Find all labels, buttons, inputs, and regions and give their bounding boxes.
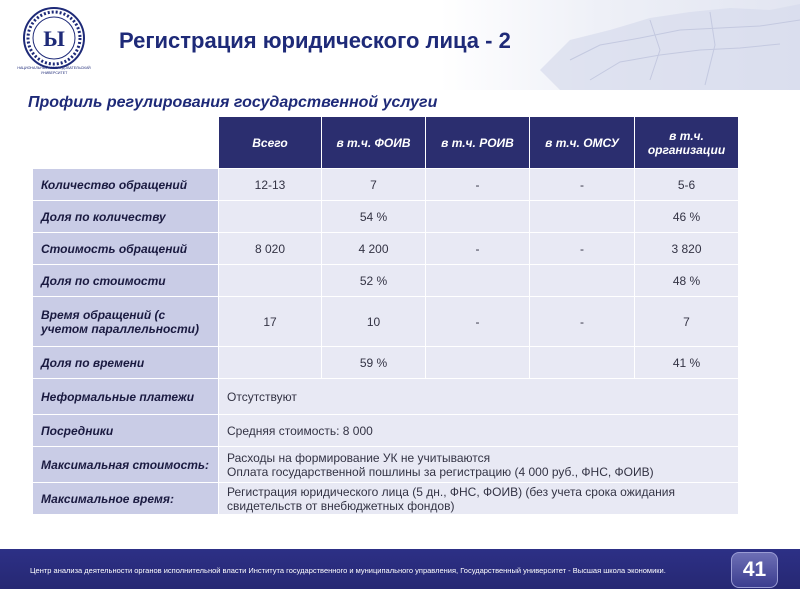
table-row	[33, 447, 739, 483]
table-cell: 54 %	[322, 201, 426, 233]
page-subtitle: Профиль регулирования государственной услуги	[28, 94, 438, 111]
university-logo-icon	[22, 6, 86, 70]
table-cell: 7	[635, 297, 739, 347]
table-cell: -	[426, 297, 530, 347]
table-cell: 8 020	[219, 233, 322, 265]
table-row	[33, 415, 739, 447]
column-header: в т.ч. ОМСУ	[530, 117, 635, 169]
cell-line: Оплата государственной пошлины за регистрацию (4 000 руб., ФНС, ФОИВ)	[227, 464, 654, 479]
row-label: Посредники	[33, 415, 219, 447]
table-row	[33, 379, 739, 415]
row-label: Неформальные платежи	[33, 379, 219, 415]
table-cell	[426, 201, 530, 233]
table-cell	[530, 347, 635, 379]
column-header: в т.ч. организации	[635, 117, 739, 169]
table-cell	[426, 265, 530, 297]
table-cell: Отсутствуют	[219, 379, 739, 415]
table-cell	[530, 265, 635, 297]
logo-caption: НАЦИОНАЛЬНЫЙ ИССЛЕДОВАТЕЛЬСКИЙ УНИВЕРСИТЕТ	[17, 66, 91, 75]
row-label: Доля по количеству	[33, 201, 219, 233]
table-cell: 17	[219, 297, 322, 347]
row-label: Доля по стоимости	[33, 265, 219, 297]
table-cell: 10	[322, 297, 426, 347]
footer-text: Центр анализа деятельности органов исполнительной власти Института государственного и муниципального управления, Государственный университет - Высшая школа экономики.	[30, 566, 666, 575]
table-row	[33, 297, 739, 347]
map-decoration	[500, 0, 800, 90]
column-header: в т.ч. ФОИВ	[322, 117, 426, 169]
column-header: в т.ч. РОИВ	[426, 117, 530, 169]
table-cell	[219, 201, 322, 233]
table-cell	[530, 201, 635, 233]
row-label: Количество обращений	[33, 169, 219, 201]
svg-text:Ы: Ы	[43, 26, 65, 51]
table-cell: 48 %	[635, 265, 739, 297]
table-cell: 41 %	[635, 347, 739, 379]
header-corner	[33, 117, 219, 169]
row-label: Стоимость обращений	[33, 233, 219, 265]
table-row	[33, 169, 739, 201]
table-cell: -	[530, 297, 635, 347]
table-cell: Регистрация юридического лица (5 дн., ФНС, ФОИВ) (без учета срока ожидания свидетельств от внебюджетных фондов)	[219, 483, 739, 515]
table-cell: 59 %	[322, 347, 426, 379]
regulation-profile-table	[32, 116, 739, 515]
cell-line: Расходы на формирование УК не учитываются	[227, 450, 491, 465]
row-label: Доля по времени	[33, 347, 219, 379]
table-cell: 12-13	[219, 169, 322, 201]
table-cell: 5-6	[635, 169, 739, 201]
table-cell: 46 %	[635, 201, 739, 233]
table-cell: Средняя стоимость: 8 000	[219, 415, 739, 447]
column-header: Всего	[219, 117, 322, 169]
table-row	[33, 347, 739, 379]
table-cell: 3 820	[635, 233, 739, 265]
table-cell: -	[426, 233, 530, 265]
table-row	[33, 201, 739, 233]
table-cell	[219, 347, 322, 379]
table-cell	[219, 265, 322, 297]
table-cell: -	[530, 233, 635, 265]
page-title: Регистрация юридического лица - 2	[119, 28, 511, 53]
table-row	[33, 483, 739, 515]
table-row	[33, 233, 739, 265]
table-cell: -	[530, 169, 635, 201]
table-cell: -	[426, 169, 530, 201]
row-label: Максимальное время:	[33, 483, 219, 515]
table-row	[33, 265, 739, 297]
table-cell: 52 %	[322, 265, 426, 297]
page-number-badge: 41	[731, 552, 778, 588]
table-cell	[426, 347, 530, 379]
row-label: Время обращений (с учетом параллельности)	[33, 297, 219, 347]
row-label: Максимальная стоимость:	[33, 447, 219, 483]
table-cell	[219, 447, 739, 483]
table-cell: 4 200	[322, 233, 426, 265]
table-cell: 7	[322, 169, 426, 201]
